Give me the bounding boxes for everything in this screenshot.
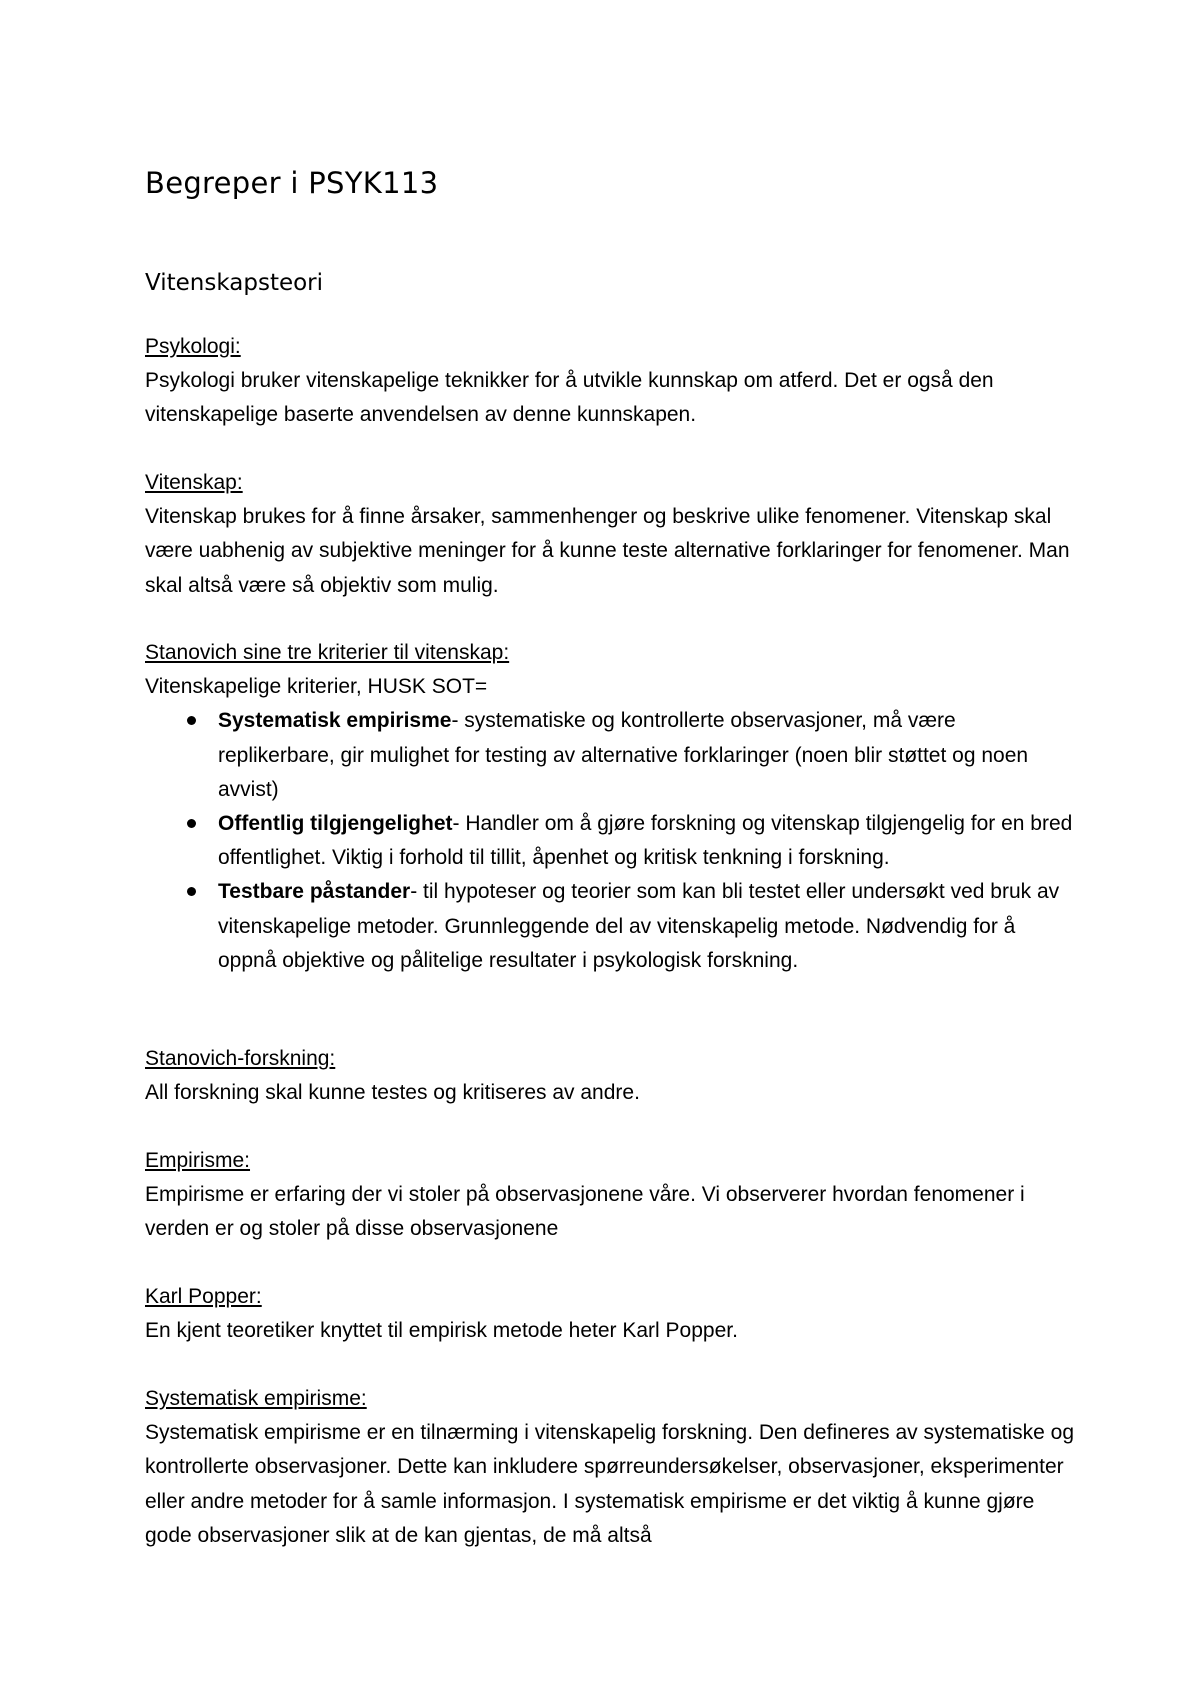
section-heading: Vitenskapsteori xyxy=(145,270,324,296)
document-title: Begreper i PSYK113 xyxy=(145,166,439,200)
list-item xyxy=(145,807,1075,875)
entry-text: Empirisme er erfaring der vi stoler på observasjonene våre. Vi observerer hvordan fenomener i verden er og stoler på disse observasjonene xyxy=(145,1183,1025,1241)
entry-vitenskap xyxy=(145,466,1075,603)
entry-term: Karl Popper: xyxy=(145,1285,262,1308)
bullet-text: - til hypoteser og teorier som kan bli testet eller undersøkt ved bruk av vitenskapelige metoder. Grunnleggende del av vitenskapelig metode. Nødvendig for å oppnå objektive og pålitelige resultater i psykologisk forskning. xyxy=(218,880,1060,972)
bullet-term: Testbare påstander xyxy=(218,880,411,904)
entry-text: En kjent teoretiker knyttet til empirisk metode heter Karl Popper. xyxy=(145,1319,738,1343)
entry-empirisme xyxy=(145,1144,1075,1247)
list-item xyxy=(145,875,1075,978)
entry-stanovich-kriterier xyxy=(145,636,1075,978)
entry-systematisk-empirisme xyxy=(145,1382,1075,1553)
bullet-term: Offentlig tilgjengelighet xyxy=(218,812,453,836)
entry-karl-popper xyxy=(145,1280,1075,1348)
entry-stanovich-forskning xyxy=(145,1042,1075,1110)
bullet-text: - systematiske og kontrollerte observasjoner, må være replikerbare, gir mulighet for testing av alternative forklaringer (noen blir støttet og noen avvist) xyxy=(218,709,1029,801)
entry-term: Empirisme: xyxy=(145,1149,251,1172)
criteria-list xyxy=(145,704,1075,978)
entry-term: Vitenskap: xyxy=(145,471,243,494)
entry-text: All forskning skal kunne testes og kritiseres av andre. xyxy=(145,1081,640,1105)
list-item xyxy=(145,704,1075,807)
bullet-icon xyxy=(187,819,196,828)
entry-term: Stanovich-forskning: xyxy=(145,1047,336,1070)
entry-text: Systematisk empirisme er en tilnærming i vitenskapelig forskning. Den defineres av systematiske og kontrollerte observasjoner. Dette kan inkludere spørreundersøkelser, observasjoner, eksperimenter eller andre metoder for å samle informasjon. I systematisk empirisme er det viktig å kunne gjøre gode observasjoner slik at de kan gjentas, de må altså xyxy=(145,1421,1075,1547)
entry-term: Systematisk empirisme: xyxy=(145,1387,367,1410)
entry-term: Psykologi: xyxy=(145,335,241,358)
entry-intro: Vitenskapelige kriterier, HUSK SOT= xyxy=(145,675,488,699)
entry-text: Vitenskap brukes for å finne årsaker, sammenhenger og beskrive ulike fenomener. Vitenskap skal være uabhenig av subjektive meninger for å kunne teste alternative forklaringer for fenomener. Man skal altså være så objektiv som mulig. xyxy=(145,505,1070,597)
bullet-icon xyxy=(187,716,196,725)
bullet-text: - Handler om å gjøre forskning og vitenskap tilgjengelig for en bred offentlighet. Viktig i forhold til tillit, åpenhet og kritisk tenkning i forskning. xyxy=(218,812,1073,870)
bullet-term: Systematisk empirisme xyxy=(218,709,452,733)
entry-term: Stanovich sine tre kriterier til vitenskap: xyxy=(145,641,510,664)
entry-text: Psykologi bruker vitenskapelige teknikker for å utvikle kunnskap om atferd. Det er også den vitenskapelige baserte anvendelsen av denne kunnskapen. xyxy=(145,369,994,427)
entry-psykologi xyxy=(145,330,1075,433)
bullet-icon xyxy=(187,887,196,896)
